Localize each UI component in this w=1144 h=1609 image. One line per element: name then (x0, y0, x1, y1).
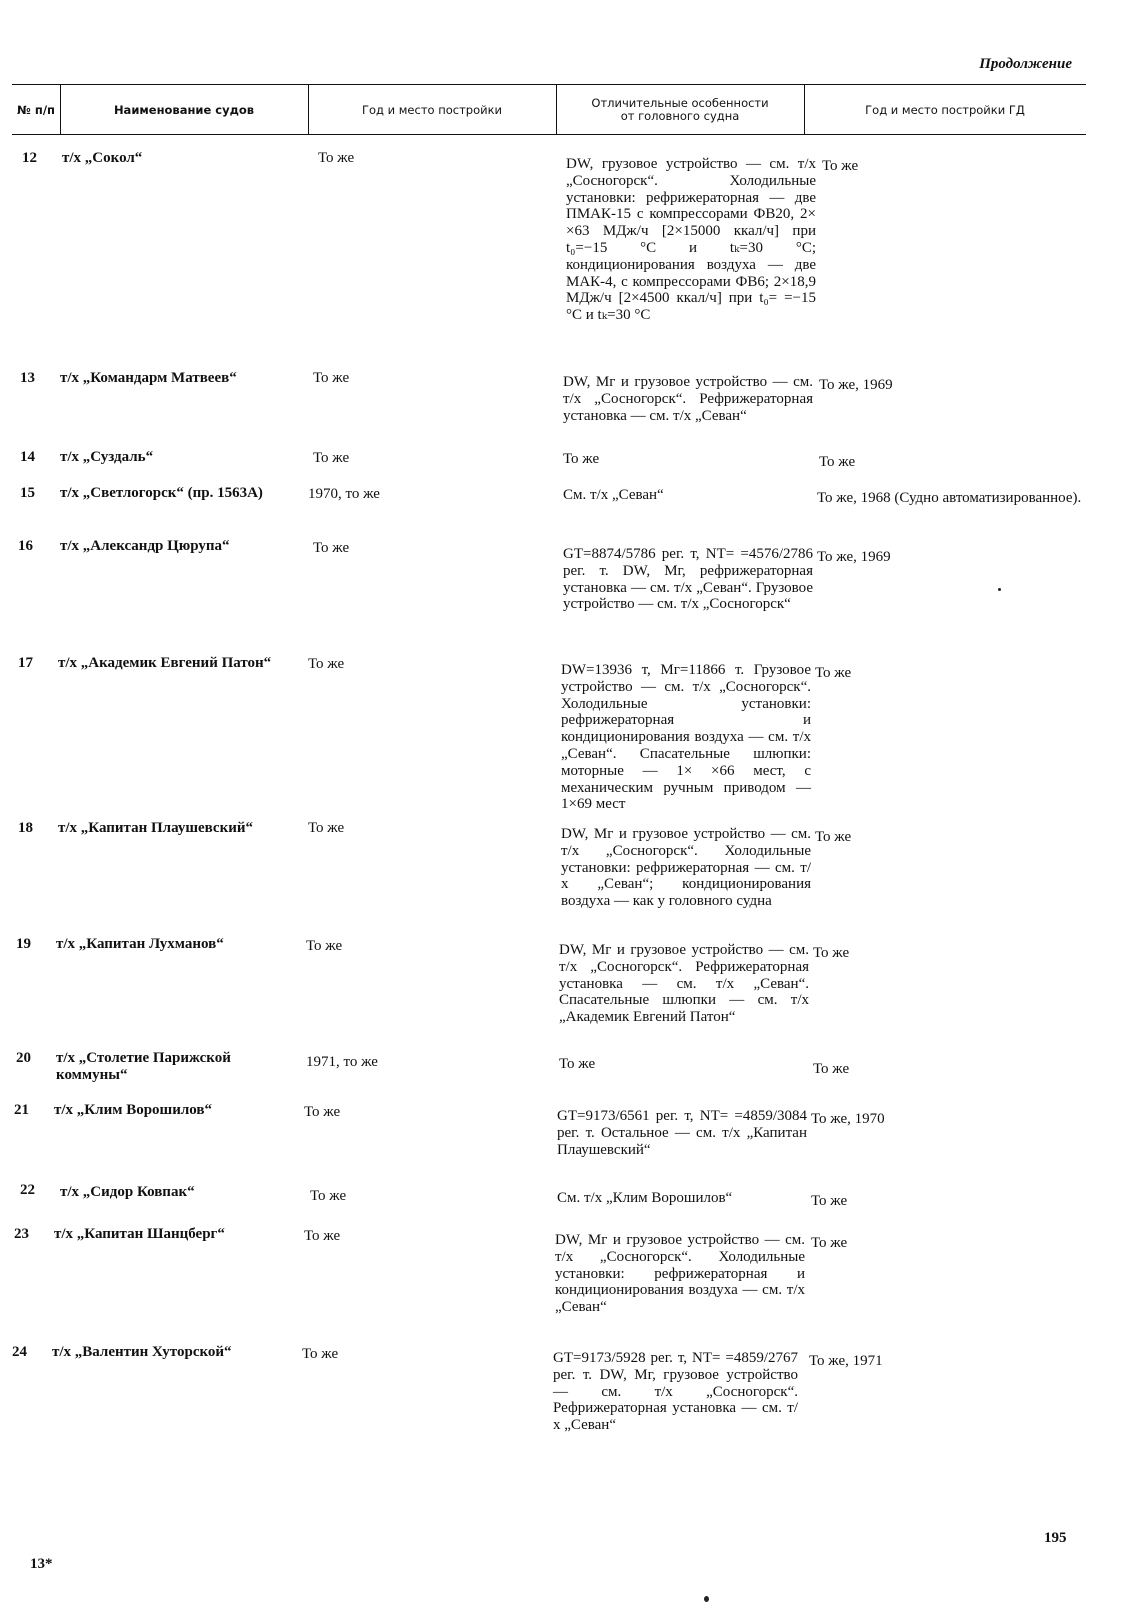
row-number: 13 (20, 370, 35, 386)
engine-build-year: То же (813, 1061, 850, 1077)
ship-name: т/х „Капитан Шанцберг“ (54, 1226, 225, 1242)
row-number: 14 (20, 449, 35, 465)
ship-name: т/х „Суздаль“ (60, 449, 154, 465)
ship-name: т/х „Командарм Матвеев“ (60, 370, 237, 386)
engine-build-year: То же (822, 158, 859, 174)
distinctive-features: См. т/х „Клим Ворошилов“ (557, 1190, 733, 1206)
engine-build-year: То же, 1970 (811, 1111, 885, 1127)
build-year-place: То же (308, 820, 345, 836)
build-year-place: 1970, то же (308, 486, 380, 502)
engine-build-year: То же, 1969 (819, 377, 893, 393)
ship-name: т/х „Сокол“ (62, 150, 143, 166)
build-year-place: То же (313, 540, 350, 556)
engine-build-year: То же, 1968 (Судно автоматизированное). (817, 490, 1082, 506)
build-year-place: То же (306, 938, 343, 954)
engine-build-year: То же (815, 829, 852, 845)
build-year-place: То же (318, 150, 355, 166)
engine-build-year: То же, 1971 (809, 1353, 883, 1369)
header-num: № п/п (17, 102, 55, 117)
ship-name: т/х „Капитан Плаушевский“ (58, 820, 254, 836)
page-number: 195 (1044, 1530, 1067, 1546)
distinctive-features: То же (563, 451, 600, 467)
row-number: 22 (20, 1182, 35, 1198)
ship-name: т/х „Валентин Хуторской“ (52, 1344, 232, 1360)
row-number: 18 (18, 820, 33, 836)
ship-name: т/х „Столетие Парижской коммуны“ (56, 1050, 231, 1083)
print-speck (704, 1596, 709, 1602)
row-number: 15 (20, 485, 35, 501)
build-year-place: 1971, то же (306, 1054, 378, 1070)
header-gd: Год и место постройки ГД (865, 102, 1025, 117)
engine-build-year: То же (813, 945, 850, 961)
header-features: Отличительные особенности от головного судна (591, 96, 769, 123)
row-number: 16 (18, 538, 33, 554)
distinctive-features: GT=8874/5786 рег. т, NT= =4576/2786 рег. т. DW, Mг, рефрижераторная установка — см. т/х „Севан“. Грузовое устройство — см. т/х „Сосногорск“ (563, 546, 813, 613)
build-year-place: То же (304, 1228, 341, 1244)
build-year-place: То же (304, 1104, 341, 1120)
distinctive-features: См. т/х „Севан“ (563, 487, 664, 503)
ship-name: т/х „Александр Цюрупа“ (60, 538, 230, 554)
engine-build-year: То же (815, 665, 852, 681)
header-name: Наименование судов (113, 102, 255, 117)
ship-name: т/х „Клим Ворошилов“ (54, 1102, 212, 1118)
build-year-place: То же (310, 1188, 347, 1204)
row-number: 23 (14, 1226, 29, 1242)
continuation-label: Продолжение (979, 56, 1072, 72)
row-number: 17 (18, 655, 33, 671)
ship-name: т/х „Капитан Лухманов“ (56, 936, 224, 952)
distinctive-features: GT=9173/5928 рег. т, NT= =4859/2767 рег. т. DW, Mг, грузовое устройство — см. т/х „Сосногорск“. Рефрижераторная установка — см. т/х „Севан“ (553, 1350, 798, 1434)
engine-build-year: То же, 1969 (817, 549, 891, 565)
engine-build-year: То же (819, 454, 856, 470)
build-year-place: То же (313, 370, 350, 386)
row-number: 24 (12, 1344, 27, 1360)
distinctive-features: DW, Mг и грузовое устройство — см. т/х „Сосногорск“. Холодильные установки: рефрижераторная — см. т/х „Севан“; кондиционирования воздуха — как у головного судна (561, 826, 811, 910)
build-year-place: То же (302, 1346, 339, 1362)
row-number: 21 (14, 1102, 29, 1118)
distinctive-features: То же (559, 1056, 596, 1072)
row-number: 12 (22, 150, 37, 166)
distinctive-features: DW=13936 т, Mг=11866 т. Грузовое устройство — см. т/х „Сосногорск“. Холодильные установки: рефрижераторная и кондиционирования воздуха — см. т/х „Севан“. Спасательные шлюпки: моторные — 1× ×66 мест, с механическим ручным приводом — 1×69 мест (561, 662, 811, 813)
distinctive-features: GT=9173/6561 рег. т, NT= =4859/3084 рег. т. Остальное — см. т/х „Капитан Плаушевский“ (557, 1108, 807, 1158)
print-speck (998, 588, 1001, 591)
signature-mark: 13* (30, 1556, 53, 1572)
row-number: 19 (16, 936, 31, 952)
build-year-place: То же (313, 450, 350, 466)
distinctive-features: DW, Mг и грузовое устройство — см. т/х „Сосногорск“. Рефрижераторная установка — см. т/х „Севан“. Спасательные шлюпки — см. т/х „Академик Евгений Патон“ (559, 942, 809, 1026)
distinctive-features: DW, Mг и грузовое устройство — см. т/х „Сосногорск“. Рефрижераторная установка — см. т/х „Севан“ (563, 374, 813, 424)
engine-build-year: То же (811, 1193, 848, 1209)
ship-name: т/х „Академик Евгений Патон“ (58, 655, 272, 671)
ship-name: т/х „Светлогорск“ (пр. 1563А) (60, 485, 263, 501)
row-number: 20 (16, 1050, 31, 1066)
ship-name: т/х „Сидор Ковпак“ (60, 1184, 195, 1200)
header-year-place: Год и место постройки (361, 102, 503, 117)
engine-build-year: То же (811, 1235, 848, 1251)
distinctive-features: DW, Mг и грузовое устройство — см. т/х „Сосногорск“. Холодильные установки: рефрижераторная и кондиционирования воздуха — см. т/х „Севан“ (555, 1232, 805, 1316)
distinctive-features: DW, грузовое устройство — см. т/х „Сосногорск“. Холодильные установки: рефрижераторная — две ПМАК-15 с компрессорами ФВ20, 2× ×63 МДж/ч [2×15000 ккал/ч] при t₀=−15 °C и tₖ=30 °C; кондиционирования воздуха — две МАК-4, с компрессорами ФВ6; 2×18,9 МДж/ч [2×4500 ккал/ч] при t₀= =−15 °C и tₖ=30 °C (566, 156, 816, 324)
build-year-place: То же (308, 656, 345, 672)
